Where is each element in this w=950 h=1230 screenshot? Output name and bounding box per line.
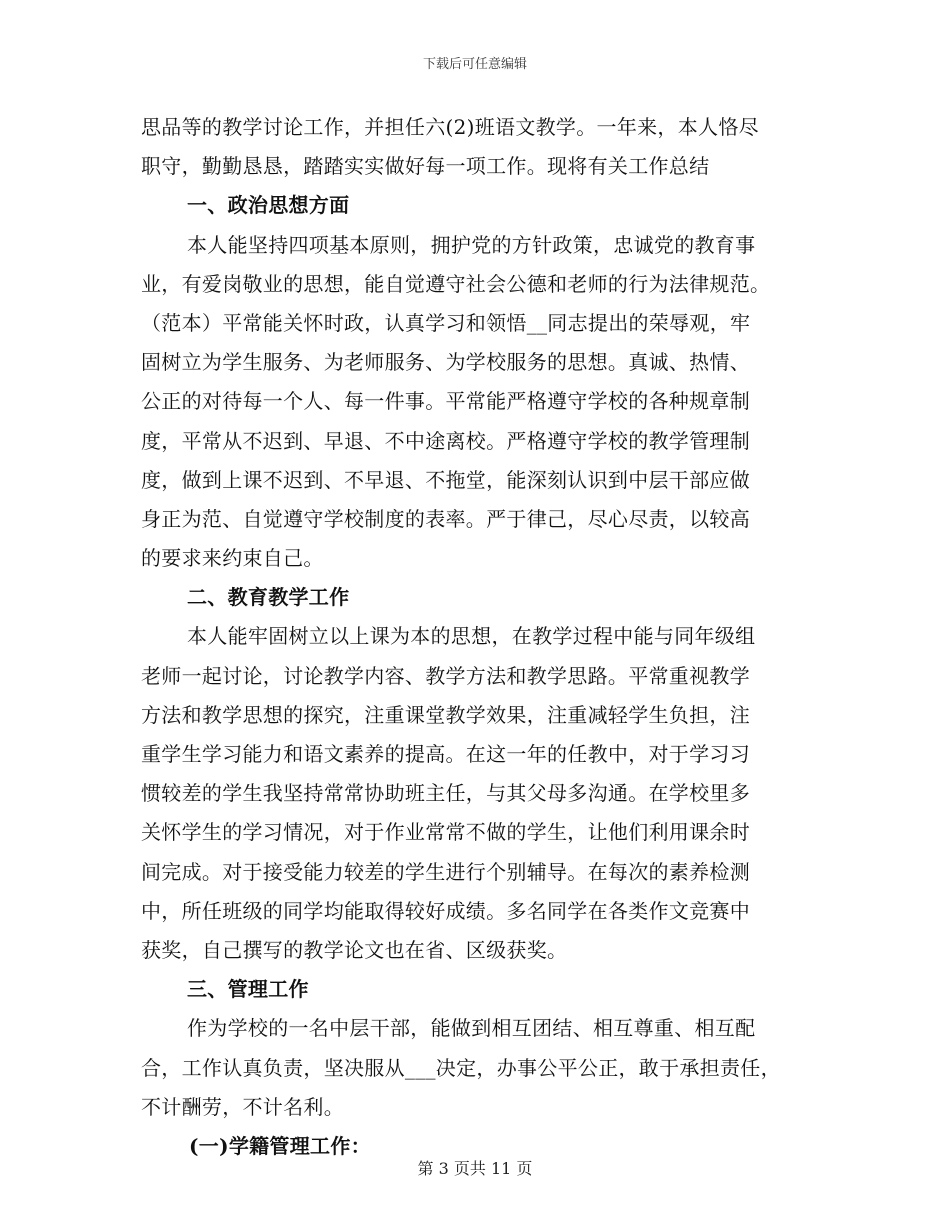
paragraph-line: 重学生学习能力和语文素养的提高。在这一年的任教中，对于学习习 [141,742,750,766]
page-header: 下载后可任意编辑 [422,57,527,72]
paragraph-line: 职守，勤勤恳恳，踏踏实实做好每一项工作。现将有关工作总结 [141,154,710,179]
paragraph-line: 的要求来约束自己。 [141,546,324,571]
paragraph-line: 业，有爱岗敬业的思想，能自觉遵守社会公德和老师的行为法律规范。 [141,271,771,296]
paragraph-line: 身正为范、自觉遵守学校制度的表率。严于律己，尽心尽责，以较高 [141,506,750,531]
paragraph-line: 公正的对待每一个人、每一件事。平常能严格遵守学校的各种规章制 [141,389,750,414]
paragraph-line: 关怀学生的学习情况，对于作业常常不做的学生，让他们利用课余时 [141,820,750,845]
paragraph-line: 惯较差的学生我坚持常常协助班主任，与其父母多沟通。在学校里多 [141,781,750,806]
paragraph-line: 方法和教学思想的探究，注重课堂教学效果，注重减轻学生负担，注 [141,702,750,727]
section-heading: 三、管理工作 [187,977,309,1002]
paragraph-line: （范本）平常能关怀时政，认真学习和领悟__同志提出的荣辱观，牢 [141,310,751,335]
paragraph-line: 度，平常从不迟到、早退、不中途离校。严格遵守学校的教学管理制 [141,428,750,453]
paragraph-line: 中，所任班级的同学均能取得较好成绩。多名同学在各类作文竞赛中 [141,898,750,923]
paragraph-line: 老师一起讨论，讨论教学内容、教学方法和教学思路。平常重视教学 [141,663,750,688]
page-footer: 第 3 页共 11 页 [417,1159,533,1178]
paragraph-line: 度，做到上课不迟到、不早退、不拖堂，能深刻认识到中层干部应做 [141,467,750,492]
paragraph-line: 间完成。对于接受能力较差的学生进行个别辅导。在每次的素养检测 [141,859,750,884]
document-body [141,108,806,1166]
paragraph-line: 作为学校的一名中层干部，能做到相互团结、相互尊重、相互配 [187,1016,756,1041]
section-heading: (一)学籍管理工作： [189,1133,371,1158]
section-heading: 一、政治思想方面 [187,193,350,218]
paragraph-line: 本人能坚持四项基本原则，拥护党的方针政策，忠诚党的教育事 [187,232,756,257]
paragraph-line: 本人能牢固树立以上课为本的思想，在教学过程中能与同年级组 [187,624,756,649]
paragraph-line: 固树立为学生服务、为老师服务、为学校服务的思想。真诚、热情、 [141,350,750,375]
paragraph-line: 合，工作认真负责，坚决服从___决定，办事公平公正，敢于承担责任， [141,1055,781,1080]
paragraph-line: 不计酬劳，不计名利。 [141,1094,344,1119]
paragraph-line: 思品等的教学讨论工作，并担任六(2)班语文教学。一年来，本人恪尽 [141,115,759,139]
section-heading: 二、教育教学工作 [187,585,350,610]
paragraph-line: 获奖，自己撰写的教学论文也在省、区级获奖。 [141,937,568,962]
